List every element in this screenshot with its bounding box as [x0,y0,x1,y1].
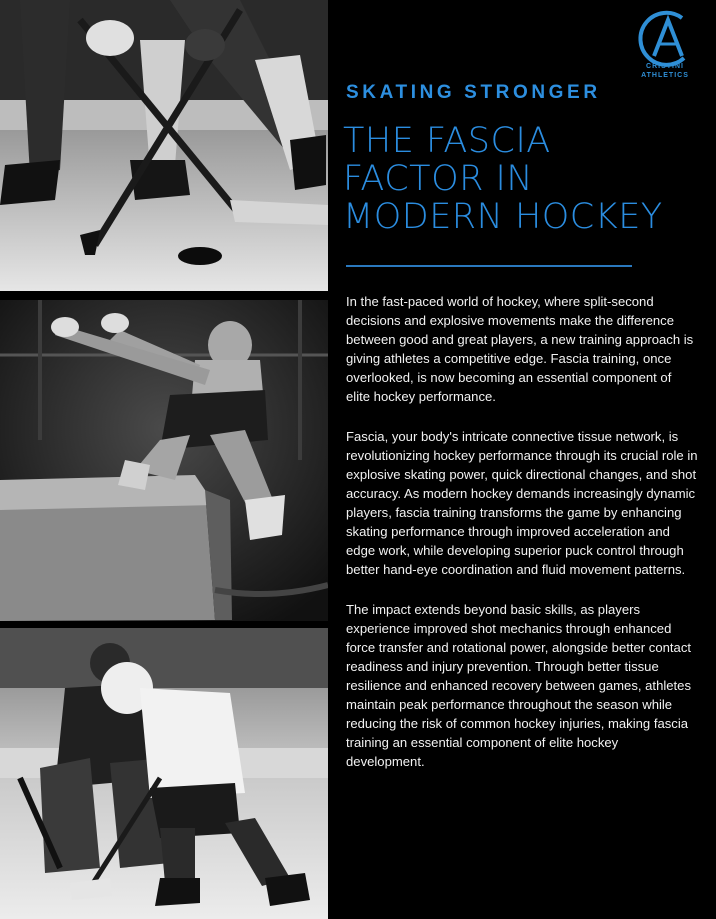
logo-line-2: ATHLETICS [641,72,689,79]
youth-hockey-photo [0,628,328,919]
article-body [346,292,698,792]
paragraph-1: In the fast-paced world of hockey, where split-second decisions and explosive movements make the difference between good and great players, a new training approach is giving athletes a competitive edge. Fascia training, once overlooked, is now becoming an essential component of elite hockey performance. [346,294,694,404]
title-line-2: FACTOR IN [343,159,534,199]
cristini-athletics-logo [632,6,698,84]
paragraph-3: The impact extends beyond basic skills, as players experience improved shot mechanics through enhanced force transfer and rotational power, alongside better contact readiness and injury prevention. Through better tissue resilience and enhanced recovery between games, athletes maintain peak performance throughout the season while reducing the risk of common hockey injuries, making fascia training an essential component of elite hockey development. [346,602,692,769]
logo-line-1: CRISTINI [646,63,684,70]
hockey-skaters-sticks-puck-icon [0,0,328,291]
hockey-skaters-photo [0,0,328,291]
title-divider [346,265,632,267]
title-line-1: THE FASCIA [343,121,551,161]
page-title [343,122,703,236]
box-jump-photo [0,300,328,621]
youth-hockey-player-goalie-icon [0,628,328,919]
athlete-box-jump-icon [0,300,328,621]
paragraph-2: Fascia, your body's intricate connective tissue network, is revolutionizing hockey performance through its crucial role in explosive skating power, quick directional changes, and shot accuracy. As modern hockey demands increasingly dynamic players, fascia training transforms the game by enhancing skating performance through improved acceleration and edge work, while developing superior puck control through better hand-eye coordination and fluid movement patterns. [346,429,698,577]
title-line-3: MODERN HOCKEY [343,197,663,237]
photo-column [0,0,328,919]
section-kicker: SKATING STRONGER [346,82,601,103]
